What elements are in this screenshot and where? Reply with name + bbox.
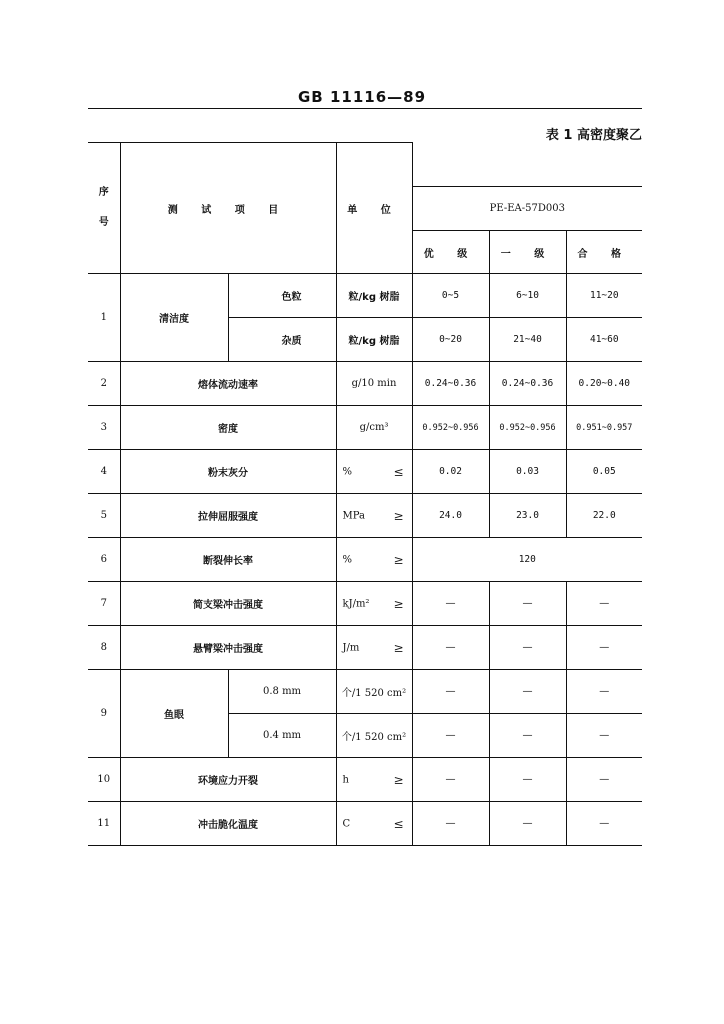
value-cell: 0.24~0.36 xyxy=(412,362,489,406)
table-row xyxy=(88,670,642,714)
value-cell: — xyxy=(489,802,566,846)
row-subitem: 色粒 xyxy=(228,274,336,318)
row-subitem: 杂质 xyxy=(228,318,336,362)
row-unit: J/m ≥ xyxy=(336,626,412,670)
row-number: 3 xyxy=(88,406,120,450)
row-number: 8 xyxy=(88,626,120,670)
grade-code: PE-EA-57D003 xyxy=(412,187,642,231)
value-cell: 0.952~0.956 xyxy=(489,406,566,450)
value-cell: — xyxy=(566,714,642,758)
table-row xyxy=(88,494,642,538)
row-item: 简支梁冲击强度 xyxy=(120,582,336,626)
row-number: 1 xyxy=(88,274,120,362)
value-cell: 21~40 xyxy=(489,318,566,362)
header-rule xyxy=(88,108,642,109)
value-cell: 41~60 xyxy=(566,318,642,362)
table-row xyxy=(88,802,642,846)
value-cell: — xyxy=(489,582,566,626)
row-number: 9 xyxy=(88,670,120,758)
value-cell: 0.02 xyxy=(412,450,489,494)
value-cell: — xyxy=(412,714,489,758)
row-item: 鱼眼 xyxy=(120,670,228,758)
value-cell: — xyxy=(412,758,489,802)
row-number: 7 xyxy=(88,582,120,626)
value-cell: — xyxy=(412,626,489,670)
seq-header: 序 号 xyxy=(88,143,120,274)
row-unit: 粒/kg 树脂 xyxy=(336,274,412,318)
row-unit: g/10 min xyxy=(336,362,412,406)
value-cell: — xyxy=(489,758,566,802)
row-subitem: 0.8 mm xyxy=(228,670,336,714)
row-unit: MPa ≥ xyxy=(336,494,412,538)
value-cell: 0.20~0.40 xyxy=(566,362,642,406)
row-item: 清洁度 xyxy=(120,274,228,362)
row-unit: % ≤ xyxy=(336,450,412,494)
table-row xyxy=(88,538,642,582)
value-cell: — xyxy=(412,802,489,846)
value-cell: — xyxy=(566,626,642,670)
value-cell: — xyxy=(489,714,566,758)
value-cell: 0.952~0.956 xyxy=(412,406,489,450)
table-row xyxy=(88,626,642,670)
table-row xyxy=(88,758,642,802)
table-row xyxy=(88,582,642,626)
grade-first: 一 级 xyxy=(489,231,566,274)
value-cell: — xyxy=(566,582,642,626)
row-item: 断裂伸长率 xyxy=(120,538,336,582)
unit-header: 单 位 xyxy=(336,143,412,274)
table-row xyxy=(88,406,642,450)
value-cell: 0.05 xyxy=(566,450,642,494)
row-subitem: 0.4 mm xyxy=(228,714,336,758)
row-number: 10 xyxy=(88,758,120,802)
row-unit: C ≤ xyxy=(336,802,412,846)
value-cell: 0~5 xyxy=(412,274,489,318)
item-header: 测 试 项 目 xyxy=(120,143,336,274)
standard-number: GB 11116—89 xyxy=(297,88,427,106)
row-number: 5 xyxy=(88,494,120,538)
row-item: 粉末灰分 xyxy=(120,450,336,494)
row-number: 4 xyxy=(88,450,120,494)
table-row xyxy=(88,274,642,318)
row-item: 悬臂梁冲击强度 xyxy=(120,626,336,670)
value-cell: 0~20 xyxy=(412,318,489,362)
value-cell: 23.0 xyxy=(489,494,566,538)
table-row xyxy=(88,362,642,406)
value-cell: 11~20 xyxy=(566,274,642,318)
row-item: 拉伸屈服强度 xyxy=(120,494,336,538)
value-cell: 0.951~0.957 xyxy=(566,406,642,450)
row-unit: 个/1 520 cm² xyxy=(336,714,412,758)
value-cell: — xyxy=(412,582,489,626)
grade-qualified: 合 格 xyxy=(566,231,642,274)
grade-header-blank xyxy=(412,143,642,187)
grade-premium: 优 级 xyxy=(412,231,489,274)
specification-table xyxy=(88,142,642,846)
row-unit: 粒/kg 树脂 xyxy=(336,318,412,362)
row-item: 密度 xyxy=(120,406,336,450)
row-unit: g/cm³ xyxy=(336,406,412,450)
value-cell: 6~10 xyxy=(489,274,566,318)
value-cell: 22.0 xyxy=(566,494,642,538)
row-unit: h ≥ xyxy=(336,758,412,802)
row-item: 环境应力开裂 xyxy=(120,758,336,802)
row-unit: 个/1 520 cm² xyxy=(336,670,412,714)
row-number: 11 xyxy=(88,802,120,846)
row-unit: kJ/m² ≥ xyxy=(336,582,412,626)
value-cell: — xyxy=(566,802,642,846)
row-item: 冲击脆化温度 xyxy=(120,802,336,846)
row-item: 熔体流动速率 xyxy=(120,362,336,406)
value-cell: 24.0 xyxy=(412,494,489,538)
table-caption: 表 1 高密度聚乙 xyxy=(545,128,642,143)
value-cell: 0.24~0.36 xyxy=(489,362,566,406)
value-cell: — xyxy=(566,670,642,714)
row-number: 2 xyxy=(88,362,120,406)
row-unit: % ≥ xyxy=(336,538,412,582)
row-number: 6 xyxy=(88,538,120,582)
merged-value-cell: 120 xyxy=(412,538,642,582)
table-row xyxy=(88,450,642,494)
value-cell: — xyxy=(566,758,642,802)
value-cell: — xyxy=(489,670,566,714)
value-cell: — xyxy=(489,626,566,670)
value-cell: — xyxy=(412,670,489,714)
value-cell: 0.03 xyxy=(489,450,566,494)
